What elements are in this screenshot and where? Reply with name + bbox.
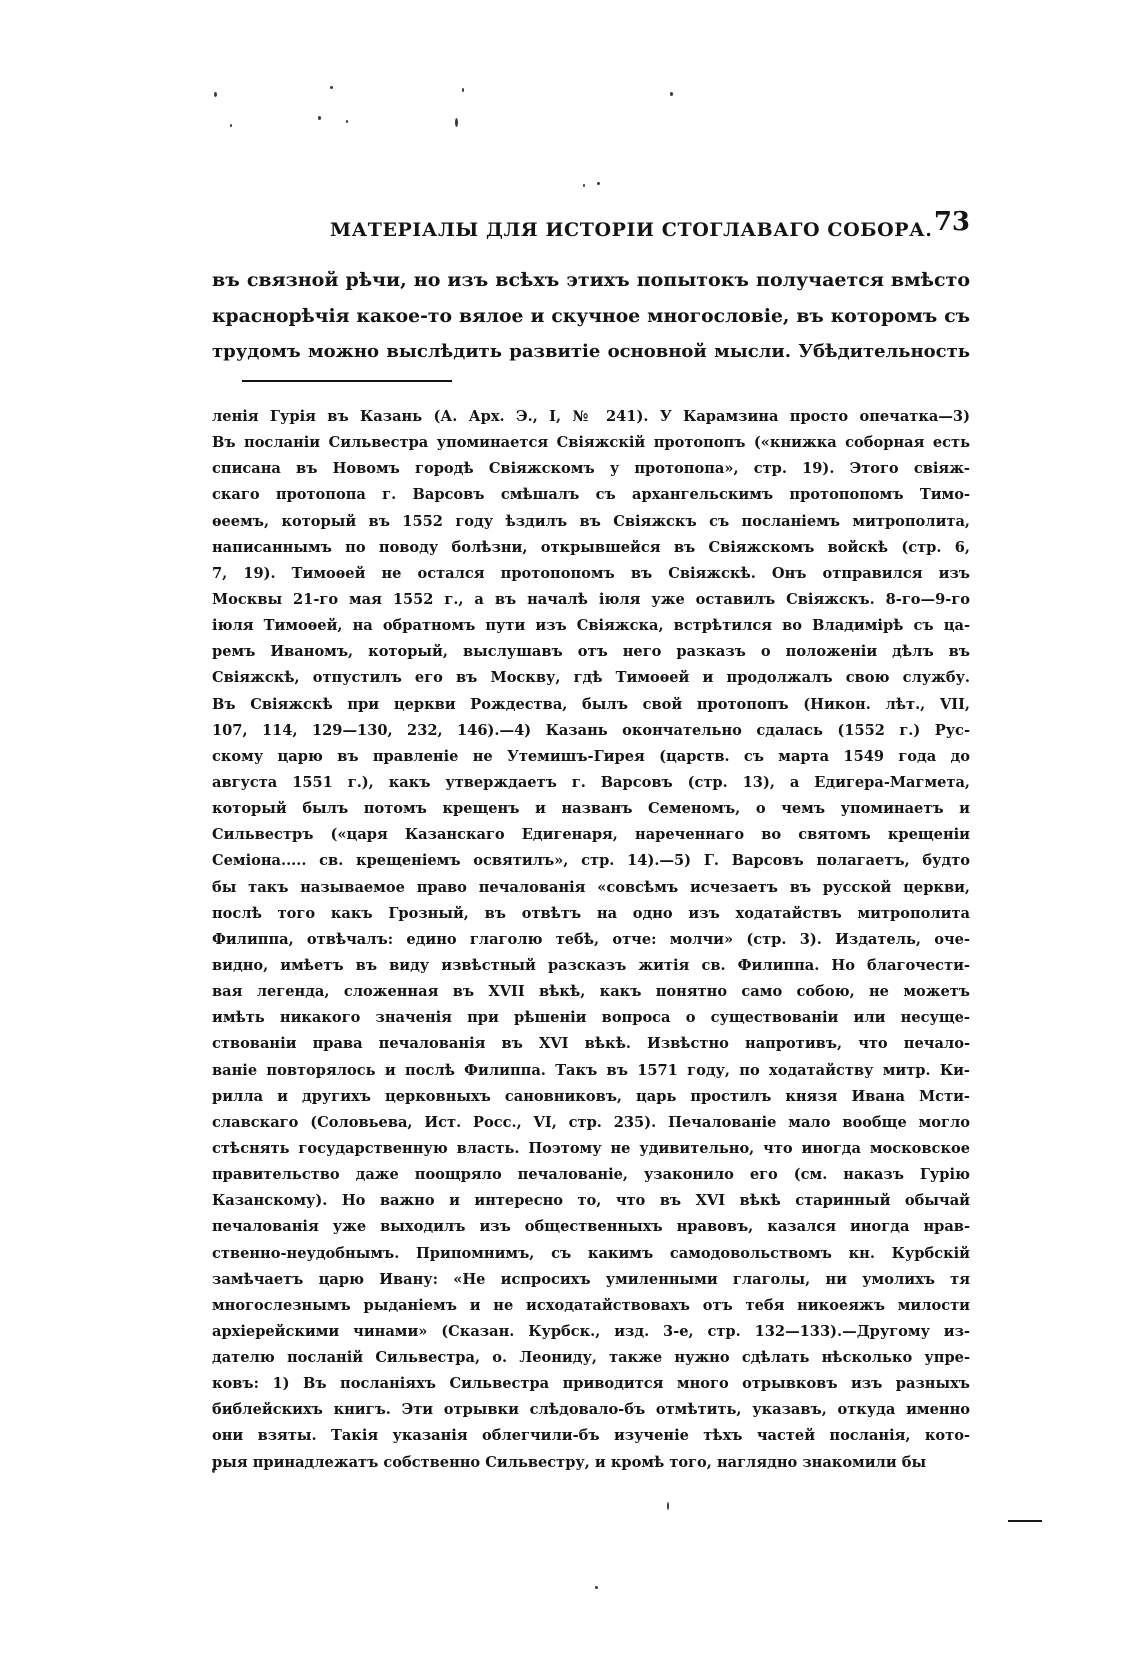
footnote-line: 107, 114, 129—130, 232, 146).—4) Казань окончательно сдалась (1552 г.) Рус-	[212, 721, 970, 739]
footnote-line: Сильвестръ («царя Казанскаго Едигенаря, нареченнаго во святомъ крещеніи	[212, 826, 970, 844]
text-line: краснорѣчія какое-то вялое и скучное многословіе, въ которомъ съ	[212, 305, 970, 327]
scan-speck	[346, 120, 348, 123]
margin-mark	[1008, 1520, 1042, 1522]
footnote-line: Семіона..... св. крещеніемъ освятилъ», стр. 14).—5) Г. Варсовъ полагаетъ, будто	[212, 852, 970, 870]
footnote-line: ленія Гурія въ Казань (А. Арх. Э., I, № 241). У Карамзина просто опечатка—3)	[212, 408, 970, 425]
footnote-line: многослезнымъ рыданіемъ и не исходатайствовахъ отъ тебя никоеяжъ милости	[212, 1296, 970, 1314]
main-text	[212, 262, 970, 370]
footnote-line: іюля Тимоѳей, на обратномъ пути изъ Свіяжска, встрѣтился во Владимірѣ съ ца-	[212, 617, 970, 635]
footnote-line: ственно-неудобнымъ. Припомнимъ, съ какимъ самодовольствомъ кн. Курбскій	[212, 1244, 970, 1262]
footnote-line: печалованія уже выходилъ изъ общественныхъ нравовъ, казался иногда нрав-	[212, 1218, 970, 1236]
footnote-line: Свіяжскѣ, отпустилъ его въ Москву, гдѣ Тимоѳей и продолжалъ свою службу.	[212, 669, 970, 687]
footnote-line: имѣть никакого значенія при рѣшеніи вопроса о существованіи или несуще-	[212, 1009, 970, 1027]
page-header	[330, 207, 970, 247]
footnote-line: дателю посланій Сильвестра, о. Леониду, также нужно сдѣлать нѣсколько упре-	[212, 1349, 970, 1367]
footnote-line: стѣснять государственную власть. Поэтому не удивительно, что иногда московское	[212, 1139, 970, 1157]
scan-speck	[214, 92, 217, 97]
footnote-line: Москвы 21-го мая 1552 г., а въ началѣ іюля уже оставилъ Свіяжскъ. 8-го—9-го	[212, 590, 970, 608]
scan-speck	[330, 86, 333, 89]
page-number: 73	[933, 207, 970, 237]
scan-speck	[462, 88, 464, 92]
footnote-separator	[242, 380, 452, 382]
scan-speck	[667, 1502, 669, 1510]
scan-speck	[318, 116, 321, 120]
footnote-line: библейскихъ книгъ. Эти отрывки слѣдовало-бъ отмѣтить, указавъ, откуда именно	[212, 1401, 970, 1419]
footnote-line: ствованіи права печалованія въ XVI вѣкѣ. Извѣстно напротивъ, что печало-	[212, 1035, 970, 1053]
footnote-line: рилла и другихъ церковныхъ сановниковъ, царь простилъ князя Ивана Мсти-	[212, 1087, 970, 1105]
footnote-line: Въ посланіи Сильвестра упоминается Свіяжскій протопопъ («книжка соборная есть	[212, 434, 970, 452]
scan-speck	[670, 92, 673, 96]
scan-speck	[595, 1586, 598, 1589]
footnote-line: послѣ того какъ Грозный, въ отвѣтъ на одно изъ ходатайствъ митрополита	[212, 904, 970, 922]
footnote-line: замѣчаетъ царю Ивану: «Не испросихъ умиленными глаголы, ни умолихъ тя	[212, 1270, 970, 1288]
footnote-line: видно, имѣетъ въ виду извѣстный разсказъ житія св. Филиппа. Но благочести-	[212, 956, 970, 974]
footnote-line: скаго протопопа г. Варсовъ смѣшалъ съ архангельскимъ протопопомъ Тимо-	[212, 486, 970, 504]
scan-speck	[230, 124, 232, 127]
footnote-line: правительство даже поощряло печалованіе, узаконило его (см. наказъ Гурію	[212, 1166, 970, 1184]
footnote-line: славскаго (Соловьева, Ист. Росс., VI, стр. 235). Печалованіе мало вообще могло	[212, 1113, 970, 1131]
footnote-line: Казанскому). Но важно и интересно то, что въ XVI вѣкѣ старинный обычай	[212, 1192, 970, 1210]
text-line: трудомъ можно выслѣдить развитіе основной мысли. Убѣдительность	[212, 341, 970, 362]
footnote-line: архіерейскими чинами» (Сказан. Курбск., изд. 3-е, стр. 132—133).—Другому из-	[212, 1322, 970, 1340]
footnote-line: ковъ: 1) Въ посланіяхъ Сильвестра приводится много отрывковъ изъ разныхъ	[212, 1375, 970, 1393]
footnote-line: бы такъ называемое право печалованія «совсѣмъ исчезаетъ въ русской церкви,	[212, 878, 970, 896]
footnote-line: который былъ потомъ крещенъ и названъ Семеномъ, о чемъ упоминаетъ и	[212, 800, 970, 818]
scan-speck	[583, 184, 585, 187]
footnote-line: Въ Свіяжскѣ при церкви Рождества, былъ свой протопопъ (Никон. лѣт., VII,	[212, 695, 970, 713]
footnote-line: ваніе повторялось и послѣ Филиппа. Такъ въ 1571 году, по ходатайству митр. Ки-	[212, 1061, 970, 1079]
footnote-line: рыя принадлежатъ собственно Сильвестру, и кромѣ того, наглядно знакомили бы	[212, 1453, 927, 1471]
text-line: въ связной рѣчи, но изъ всѣхъ этихъ попытокъ получается вмѣсто	[212, 269, 970, 291]
running-title: МАТЕРІАЛЫ ДЛЯ ИСТОРІИ СТОГЛАВАГО СОБОРА.	[330, 219, 933, 241]
scan-speck	[597, 182, 600, 185]
scan-speck	[455, 118, 458, 127]
footnote-line: скому царю въ правленіе не Утемишъ-Гирея (царств. съ марта 1549 года до	[212, 747, 970, 765]
footnote-line: ѳеемъ, который въ 1552 году ѣздилъ въ Свіяжскъ съ посланіемъ митрополита,	[212, 512, 970, 530]
footnote-line: списана въ Новомъ городѣ Свіяжскомъ у протопопа», стр. 19). Этого свіяж-	[212, 460, 970, 478]
footnote-line: ремъ Иваномъ, который, выслушавъ отъ него разказъ о положеніи дѣлъ въ	[212, 643, 970, 661]
footnote-line: августа 1551 г.), какъ утверждаетъ г. Варсовъ (стр. 13), а Едигера-Магмета,	[212, 773, 970, 791]
footnotes	[212, 404, 970, 1476]
footnote-line: они взяты. Такія указанія облегчили-бъ изученіе тѣхъ частей посланія, кото-	[212, 1427, 970, 1445]
footnote-line: написаннымъ по поводу болѣзни, открывшейся въ Свіяжскомъ войскѣ (стр. 6,	[212, 538, 970, 556]
footnote-line: вая легенда, сложенная въ XVII вѣкѣ, какъ понятно само собою, не можетъ	[212, 983, 970, 1001]
footnote-line: 7, 19). Тимоѳей не остался протопопомъ въ Свіяжскѣ. Онъ отправился изъ	[212, 564, 970, 582]
footnote-line: Филиппа, отвѣчалъ: едино глаголю тебѣ, отче: молчи» (стр. 3). Издатель, оче-	[212, 930, 970, 948]
